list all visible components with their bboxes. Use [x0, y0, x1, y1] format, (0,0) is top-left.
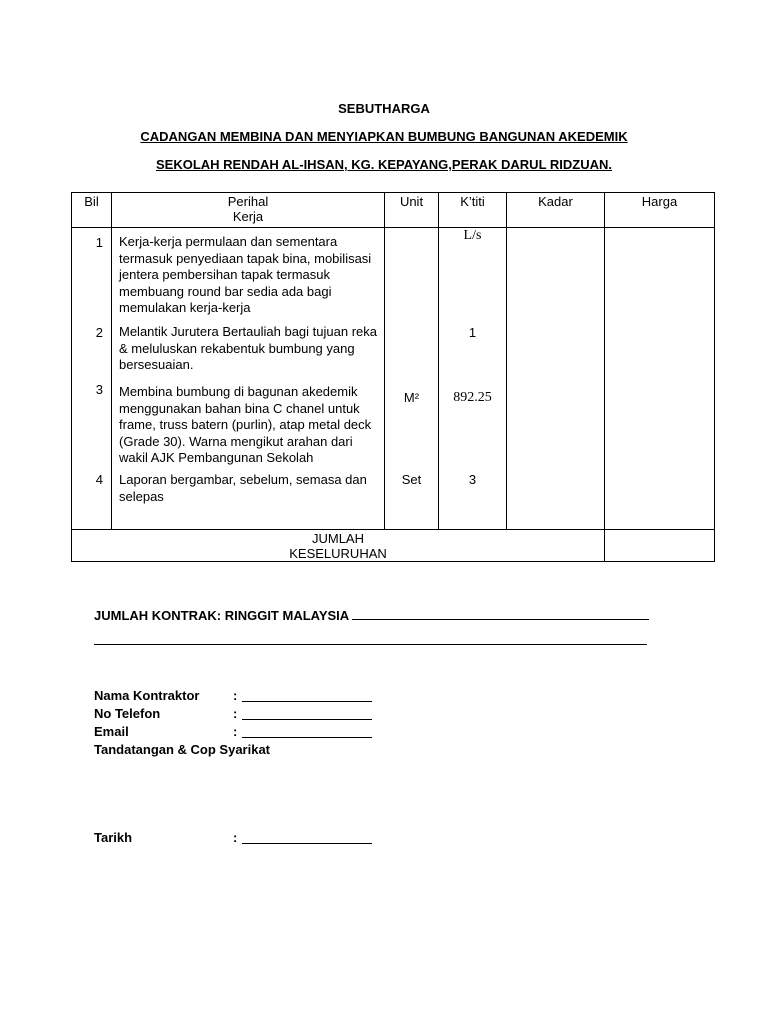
field-blank[interactable]	[242, 719, 372, 720]
field-colon: :	[233, 830, 238, 845]
contract-amount-blank-line2[interactable]	[94, 634, 647, 645]
total-value-cell[interactable]	[605, 530, 715, 562]
header-unit: Unit	[385, 193, 439, 228]
total-label-cell	[72, 530, 605, 562]
header-harga: Harga	[605, 193, 715, 228]
field-label: Email	[94, 724, 129, 739]
header-bil: Bil	[72, 193, 112, 228]
table-body-row	[72, 228, 715, 530]
row-unit: M²	[403, 390, 420, 405]
header-perihal-line2: Kerja	[232, 209, 264, 224]
project-location: SEKOLAH RENDAH AL-IHSAN, KG. KEPAYANG,PERAK DARUL RIDZUAN.	[156, 157, 612, 172]
row-bil: 1	[95, 235, 103, 250]
total-label-line1: JUMLAH	[311, 531, 364, 546]
quotation-table	[71, 192, 715, 562]
header-perihal	[112, 193, 385, 228]
field-blank[interactable]	[242, 701, 372, 702]
row-perihal: Membina bumbung di bagunan akedemik menggunakan bahan bina C chanel untuk frame, truss batern (purlin), atap metal deck (Grade 30). Warna mengikut arahan dari wakil AJK Pembangunan Sekolah	[119, 384, 372, 465]
harga-column[interactable]	[605, 228, 715, 530]
field-label: Tarikh	[94, 830, 133, 845]
field-blank[interactable]	[242, 737, 372, 738]
row-bil: 2	[95, 325, 103, 340]
kadar-column[interactable]	[507, 228, 605, 530]
header-kadar: Kadar	[507, 193, 605, 228]
row-unit: Set	[401, 472, 422, 487]
bil-column	[72, 228, 112, 530]
contract-amount	[94, 608, 649, 623]
row-bil: 3	[95, 382, 103, 397]
perihal-column	[112, 228, 385, 530]
row-perihal: Laporan bergambar, sebelum, semasa dan selepas	[119, 472, 367, 504]
row-kuantiti: 3	[468, 472, 477, 487]
field-colon: :	[233, 688, 238, 703]
contract-amount-blank[interactable]	[352, 619, 649, 620]
row-kuantiti: 1	[468, 325, 477, 340]
field-blank[interactable]	[242, 843, 372, 844]
header-perihal-line1: Perihal	[227, 194, 269, 209]
header-kuantiti: K’titi	[439, 193, 507, 228]
field-colon: :	[233, 706, 238, 721]
table-header-row	[72, 193, 715, 228]
row-bil: 4	[95, 472, 103, 487]
kuantiti-column	[439, 228, 507, 530]
field-label: Nama Kontraktor	[94, 688, 200, 703]
row-perihal: Melantik Jurutera Bertauliah bagi tujuan reka & meluluskan rekabentuk bumbung yang bersesuaian.	[119, 324, 377, 372]
field-colon: :	[233, 724, 238, 739]
unit-column	[385, 228, 439, 530]
document-title: SEBUTHARGA	[338, 101, 430, 116]
total-label-line2: KESELURUHAN	[289, 546, 387, 561]
row-perihal: Kerja-kerja permulaan dan sementara termasuk penyediaan tapak bina, mobilisasi jentera pembersihan tapak termasuk membuang round bar sedia ada bagi memulakan kerja-kerja	[119, 234, 372, 315]
contract-amount-label: JUMLAH KONTRAK: RINGGIT MALAYSIA	[94, 608, 349, 623]
total-row	[72, 530, 715, 562]
project-title: CADANGAN MEMBINA DAN MENYIAPKAN BUMBUNG BANGUNAN AKEDEMIK	[140, 129, 628, 144]
row-kuantiti: 892.25	[453, 390, 492, 405]
field-label: No Telefon	[94, 706, 161, 721]
field-label: Tandatangan & Cop Syarikat	[94, 742, 271, 757]
row-kuantiti: L/s	[463, 228, 482, 243]
